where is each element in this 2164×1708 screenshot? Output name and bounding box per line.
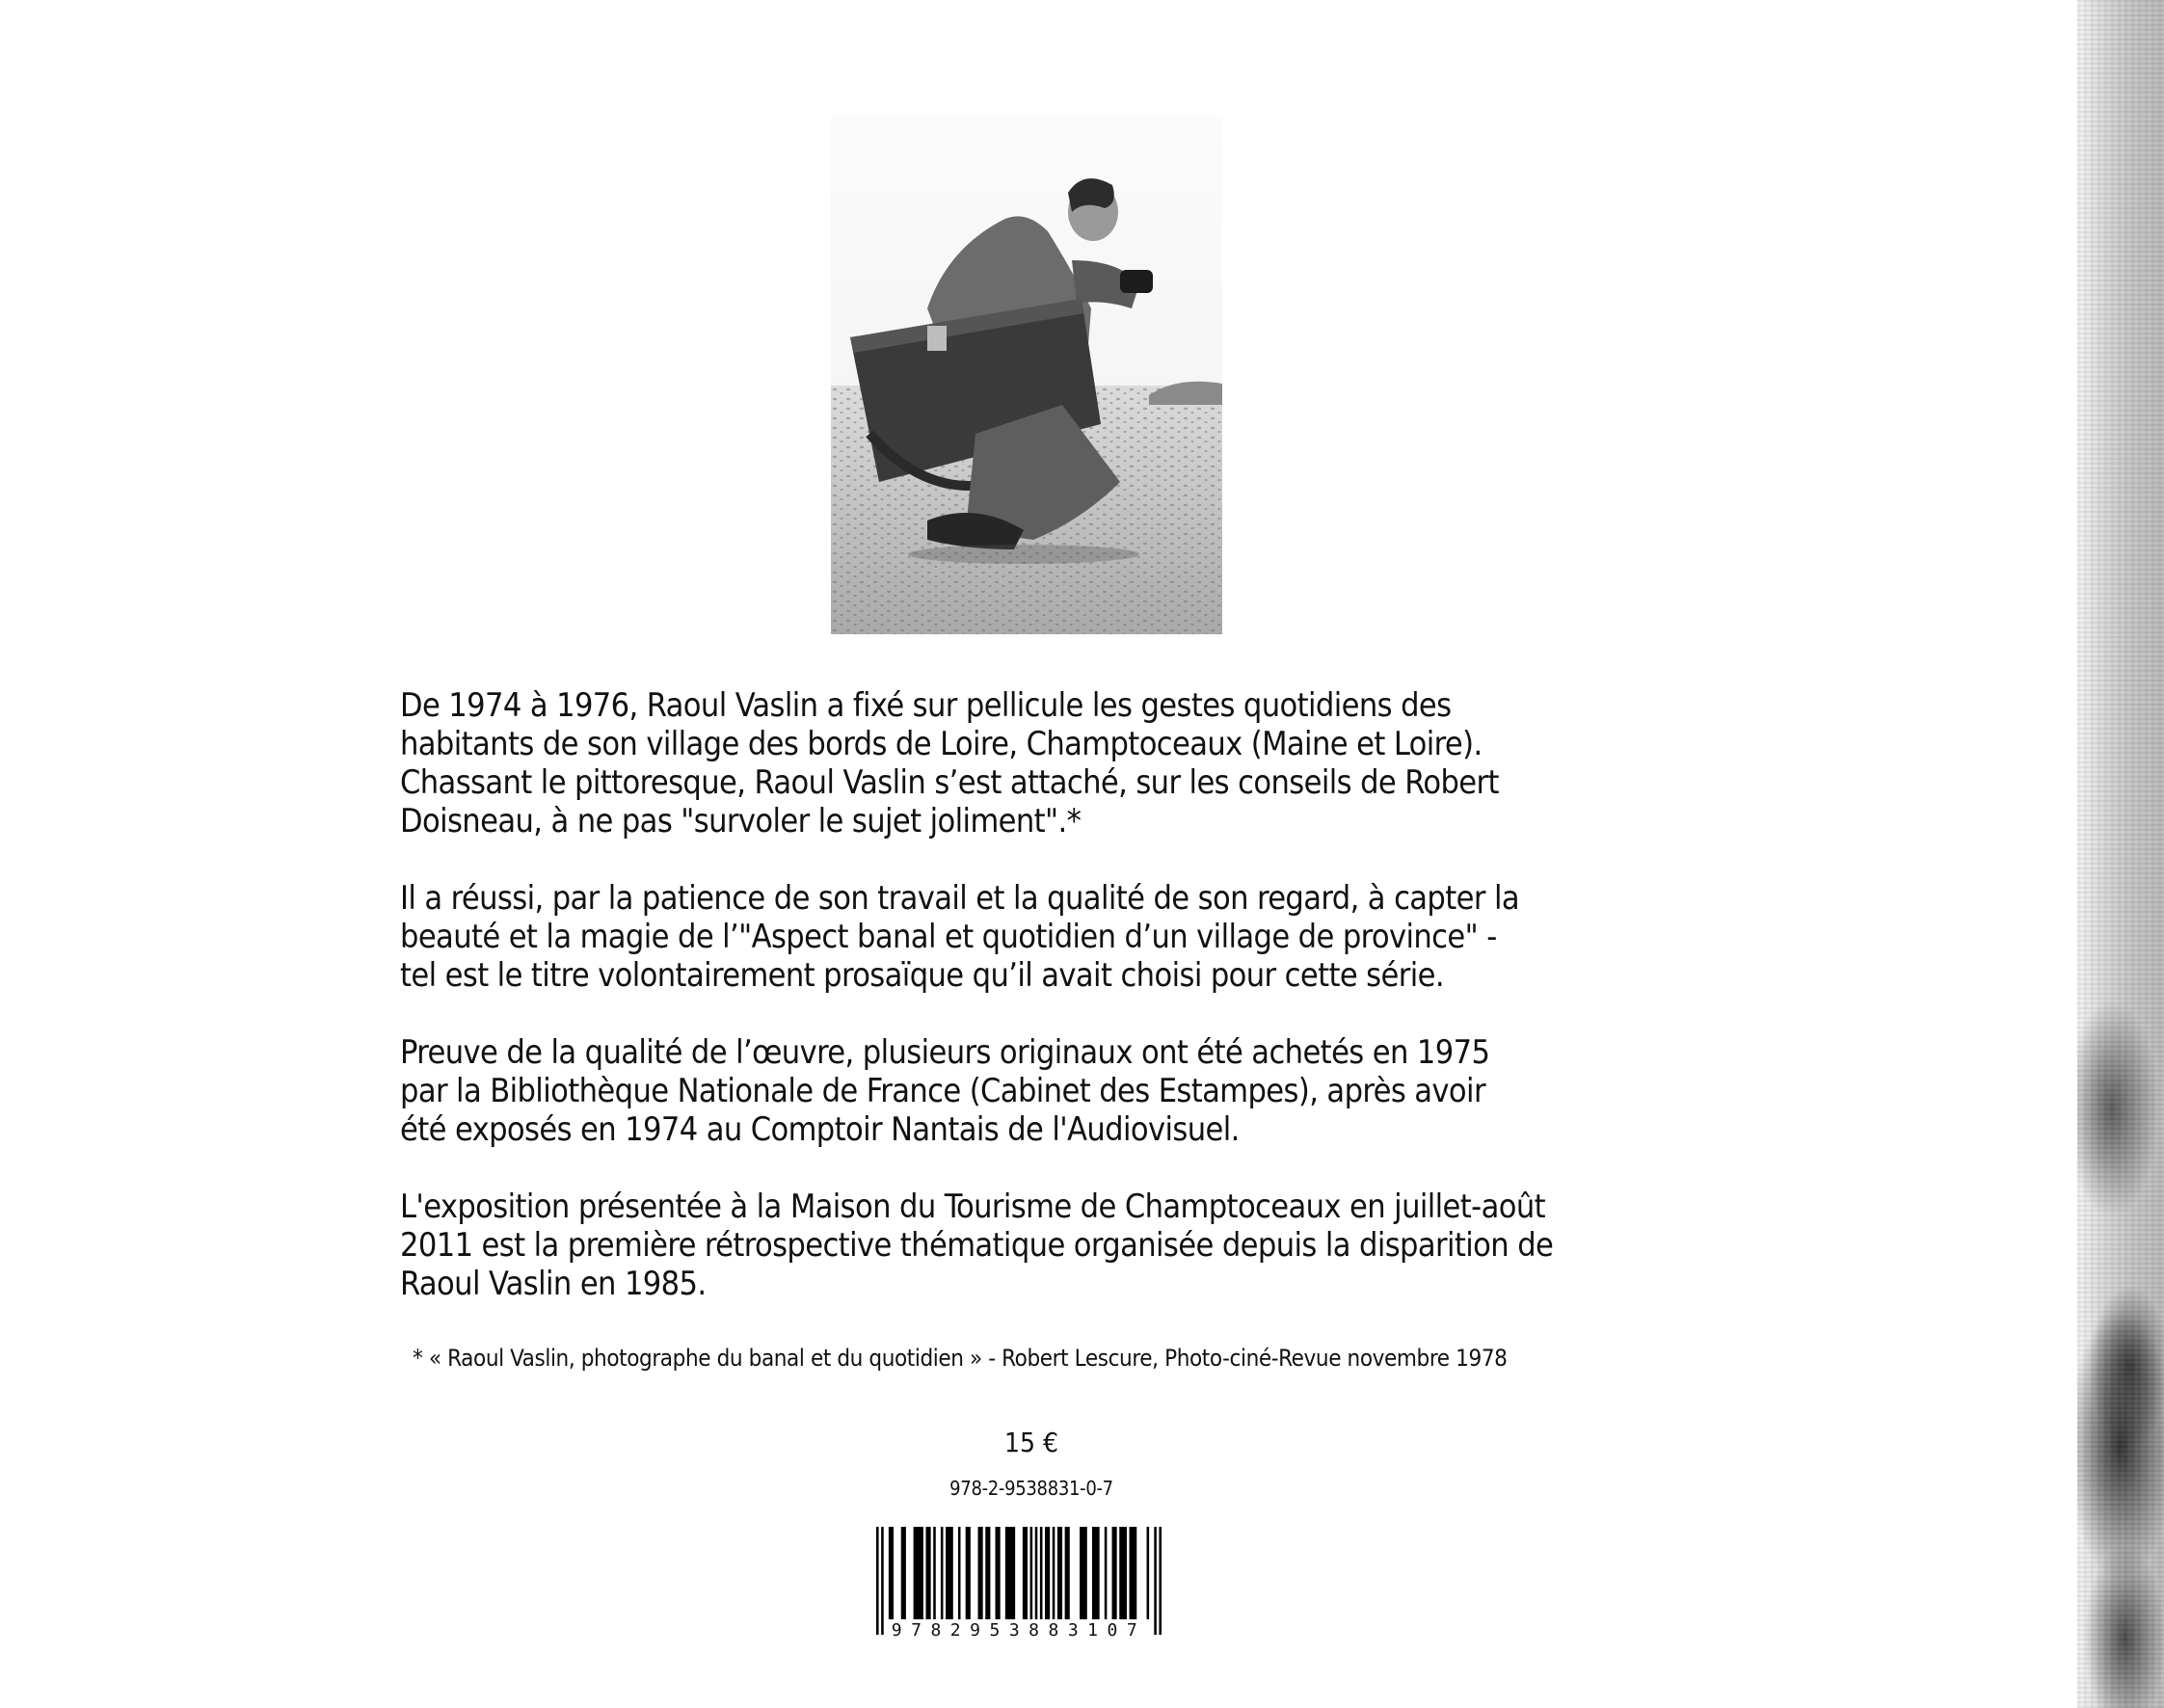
barcode-bar xyxy=(901,1527,906,1619)
barcode-bar xyxy=(958,1527,961,1619)
photographer-photo-icon xyxy=(831,116,1222,634)
barcode-bar xyxy=(876,1527,879,1635)
barcode-bar xyxy=(1053,1527,1055,1619)
paragraph-exhibition: L'exposition présentée à la Maison du Tourisme de Champtoceaux en juillet-août 2011 est la première rétrospective thématique organisée depuis la disparition de Raoul Vaslin en 1985. xyxy=(400,1188,1554,1303)
barcode-bar xyxy=(1005,1527,1015,1619)
barcode-bar xyxy=(914,1527,923,1619)
barcode-bar xyxy=(1023,1527,1028,1619)
paragraph-intro: De 1974 à 1976, Raoul Vaslin a fixé sur pellicule les gestes quotidiens des habitants de son village des bords de Loire, Champtoceaux (Maine et Loire). Chassant le pittoresque, Raoul Vaslin s’est attaché, sur les conseils de Robert Doisneau, à ne pas "survoler le sujet joliment".* xyxy=(400,686,1499,841)
barcode-bar xyxy=(1092,1527,1100,1619)
barcode-bar xyxy=(1130,1527,1137,1619)
photographer-photo xyxy=(831,116,1222,634)
barcode-bar xyxy=(889,1527,894,1619)
barcode-bar xyxy=(941,1527,944,1619)
spine-grain xyxy=(2077,0,2164,1708)
barcode-bar xyxy=(985,1527,990,1619)
barcode-bar xyxy=(933,1527,936,1619)
paragraph-achievement: Il a réussi, par la patience de son travail et la qualité de son regard, à capter la beauté et la magie de l’"Aspect banal et quotidien d’un village de province" - tel est le titre volontairement prosaïque qu’il avait choisi pour cette série. xyxy=(400,879,1519,995)
barcode-bar xyxy=(881,1527,884,1635)
paragraph-bnf: Preuve de la qualité de l’œuvre, plusieurs originaux ont été achetés en 1975 par la Bibliothèque Nationale de France (Cabinet des Estampes), après avoir été exposés en 1974 au Comptoir Nantais de l'Audiovisuel. xyxy=(400,1033,1490,1149)
barcode-bar xyxy=(1057,1527,1062,1619)
barcode-digits: 9782953883107 xyxy=(891,1620,1147,1641)
barcode-bar xyxy=(1119,1527,1127,1619)
isbn-number: 978-2-9538831-0-7 xyxy=(949,1477,1113,1500)
barcode-bar xyxy=(966,1527,971,1619)
barcode-bar xyxy=(946,1527,953,1619)
barcode-bar xyxy=(1112,1527,1117,1619)
footnote: * « Raoul Vaslin, photographe du banal et du quotidien » - Robert Lescure, Photo-ciné-Revue novembre 1978 xyxy=(413,1345,1508,1372)
barcode-bar xyxy=(996,1527,1001,1619)
barcode-bar xyxy=(925,1527,930,1619)
barcode-bar xyxy=(1030,1527,1033,1619)
barcode-bar xyxy=(1147,1527,1150,1619)
barcode-bar xyxy=(1080,1527,1087,1619)
barcode-bar xyxy=(1159,1527,1162,1635)
barcode-bar xyxy=(1035,1527,1038,1619)
barcode-bar xyxy=(1040,1527,1043,1619)
barcode-bar xyxy=(978,1527,983,1619)
barcode-bar xyxy=(1065,1527,1070,1619)
barcode-bar xyxy=(1105,1527,1108,1619)
price: 15 € xyxy=(1003,1427,1059,1458)
description-text xyxy=(400,686,1672,1342)
barcode-bar xyxy=(1154,1527,1157,1635)
barcode-bar xyxy=(1045,1527,1050,1619)
spine-photo-edge xyxy=(2077,0,2164,1708)
